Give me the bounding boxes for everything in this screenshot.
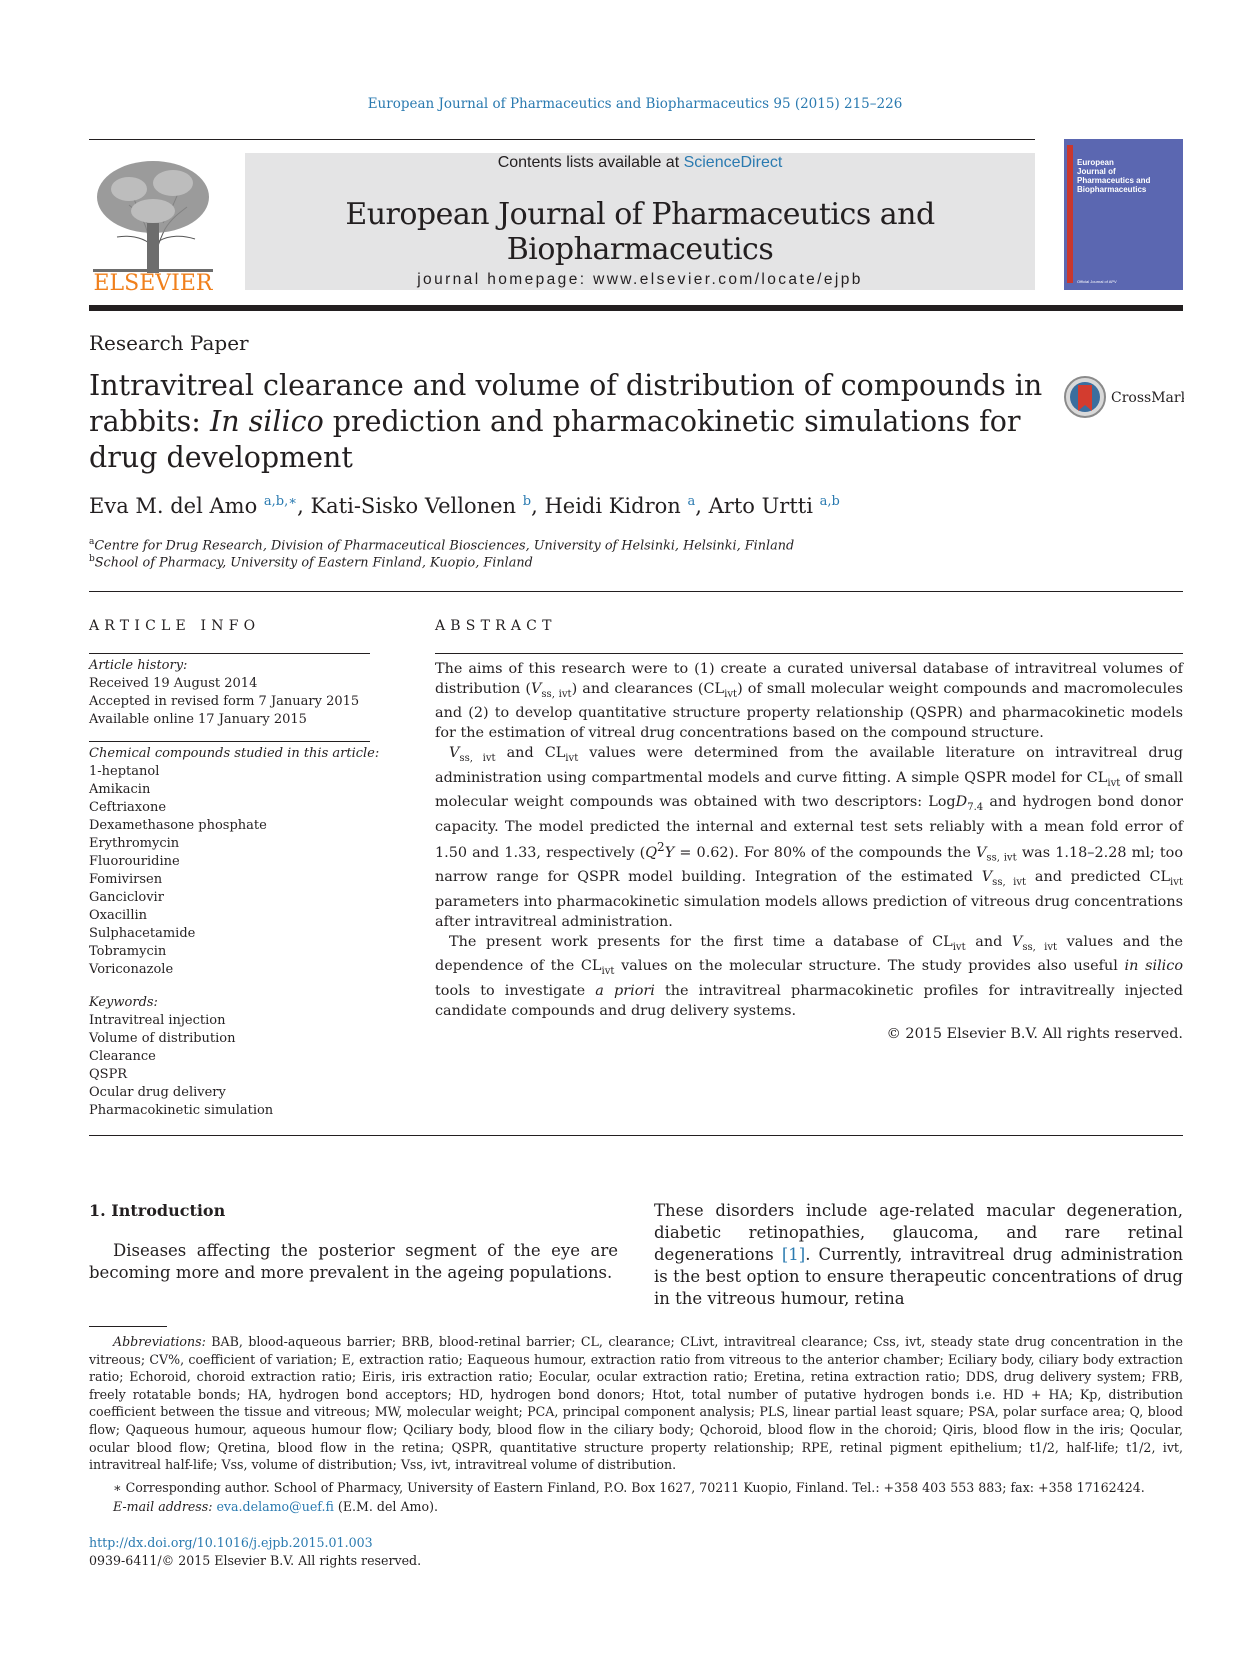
- article-history-rule: [89, 741, 370, 742]
- compound-item: Tobramycin: [89, 944, 167, 959]
- cover-line: Biopharmaceutics: [1077, 185, 1147, 194]
- author[interactable]: [89, 494, 297, 518]
- header-top-rule: [89, 139, 1035, 140]
- title-part: prediction and pharmacokinetic simulations for drug development: [89, 405, 1021, 474]
- front-matter-rule: [89, 591, 1183, 592]
- title-italic: In silico: [209, 405, 324, 438]
- author-separator: ,: [531, 494, 545, 518]
- history-item: Available online 17 January 2015: [89, 712, 307, 727]
- cover-line: European: [1077, 158, 1114, 167]
- abstract-body: [435, 660, 1183, 1044]
- compound-item: Sulphacetamide: [89, 926, 196, 941]
- intro-text: These disorders include age-related macular degeneration, diabetic retinopathies, glaucoma, and rare retinal degenerations: [654, 1201, 1183, 1264]
- keyword-item: Ocular drug delivery: [89, 1085, 226, 1100]
- contents-line: [245, 154, 1035, 172]
- article-title: [89, 368, 1049, 476]
- compound-item: Erythromycin: [89, 836, 180, 851]
- abstract-paragraph: $V_{ss, ivt}$ and $CL_{ivt}$ values were determined from the available literature on intravitreal drug administration using compartmental models and curve fitting. A simple QSPR model for $CL_{ivt}$ of small molecular weight compounds was obtained with two descriptors: LogD$_{7.4}$ and hydrogen bond donor capacity. The model predicted the internal and external test sets reliably with a mean fold error of 1.50 and 1.33, respectively $(Q^2Y = 0.62)$. For 80% of the compounds the $V_{ss, ivt}$ was 1.18–2.28 ml; too narrow range for QSPR model building. Integration of the estimated $V_{ss, ivt}$ and predicted $CL_{ivt}$ parameters into pharmacokinetic simulation models allows prediction of vitreous drug concentrations after intravitreal administration.: [435, 745, 1184, 930]
- intro-left-column: Diseases affecting the posterior segment of the eye are becoming more and more prevalent in the ageing populations.: [89, 1241, 618, 1282]
- elsevier-tree-icon: [89, 153, 217, 293]
- corresponding-author-footnote: [89, 1478, 1183, 1516]
- elsevier-wordmark: ELSEVIER: [93, 271, 213, 293]
- email-link[interactable]: eva.delamo@uef.fi: [216, 1499, 334, 1514]
- intro-heading: 1. Introduction: [89, 1201, 226, 1220]
- author-list: [89, 494, 840, 518]
- author-separator: ,: [297, 494, 311, 518]
- affiliation-text: School of Pharmacy, University of Eastern Finland, Kuopio, Finland: [94, 555, 533, 571]
- history-item: Received 19 August 2014: [89, 676, 258, 691]
- journal-cover-thumbnail: [1064, 139, 1183, 290]
- corresponding-author-line: [89, 1478, 1183, 1497]
- intro-right-column: [654, 1200, 1183, 1310]
- abstract-copyright: © 2015 Elsevier B.V. All rights reserved.: [886, 1025, 1183, 1042]
- author-affiliation-mark[interactable]: b: [522, 494, 532, 509]
- compound-item: Dexamethasone phosphate: [89, 818, 267, 833]
- cover-line: Pharmaceutics and: [1077, 176, 1151, 185]
- keyword-item: Clearance: [89, 1049, 156, 1064]
- abstract-heading: ABSTRACT: [435, 618, 557, 634]
- cover-line: Journal of: [1077, 167, 1116, 176]
- compounds-label: Chemical compounds studied in this article:: [89, 746, 380, 761]
- chemical-compounds: [89, 745, 389, 979]
- corresponding-text: Corresponding author. School of Pharmacy, University of Eastern Finland, P.O. Box 1627, 70211 Kuopio, Finland. Tel.: +358 403 553 883; fax: +358 17162424.: [121, 1480, 1145, 1495]
- corresponding-mark: ∗: [113, 1480, 122, 1495]
- compound-item: Voriconazole: [89, 962, 174, 977]
- keyword-item: Volume of distribution: [89, 1031, 236, 1046]
- affiliation-text: Centre for Drug Research, Division of Pharmaceutical Biosciences, University of Helsinki, Helsinki, Finland: [94, 538, 795, 554]
- journal-citation[interactable]: European Journal of Pharmaceutics and Biopharmaceutics 95 (2015) 215–226: [367, 96, 903, 112]
- reference-link[interactable]: [1]: [781, 1245, 806, 1264]
- journal-homepage[interactable]: journal homepage: www.elsevier.com/locate/ejpb: [417, 271, 863, 288]
- crossmark-icon: [1064, 375, 1184, 421]
- footnote-rule: [89, 1326, 167, 1327]
- journal-title: European Journal of Pharmaceutics and Biopharmaceutics: [345, 197, 935, 267]
- email-suffix: (E.M. del Amo).: [333, 1499, 439, 1514]
- keywords-label: Keywords:: [89, 995, 158, 1010]
- abbreviations-text: BAB, blood-aqueous barrier; BRB, blood-retinal barrier; CL, clearance; CLivt, intravitreal clearance; Css, ivt, steady state drug concentration in the vitreous; CV%, coefficient of variation; E, extraction ratio; Eaqueous humour, extraction ratio from vitreous to the anterior chamber; Eciliary body, ciliary body extraction ratio; Echoroid, choroid extraction ratio; Eiris, iris extraction ratio; Eocular, ocular extraction ratio; Eretina, retina extraction ratio; DDS, drug delivery system; FRB, freely rotatable bonds; HA, hydrogen bond acceptors; HD, hydrogen bond donors; Htot, total number of putative hydrogen bonds i.e. HD + HA; Kp, distribution coefficient between the tissue and vitreous; MW, molecular weight; PCA, principal component analysis; PLS, linear partial least square; PSA, polar surface area; Q, blood flow; Qaqueous humour, aqueous humour flow; Qciliary body, blood flow in the ciliary body; Qchoroid, blood flow in the choroid; Qiris, blood flow in the iris; Qocular, ocular blood flow; Qretina, blood flow in the retina; QSPR, quantitative structure property relationship; RPE, retinal pigment epithelium; t1/2, half-life; t1/2, ivt, intravitreal half-life; Vss, volume of distribution; Vss, ivt, intravitreal volume of distribution.: [89, 1334, 1183, 1473]
- author-name: Eva M. del Amo: [89, 494, 258, 518]
- email-line: [89, 1497, 1183, 1516]
- email-label: E-mail address:: [113, 1499, 217, 1514]
- history-label: Article history:: [89, 658, 188, 673]
- header-thick-rule: [89, 305, 1183, 311]
- author[interactable]: [709, 494, 840, 518]
- elsevier-logo: [89, 153, 217, 293]
- compound-item: Ganciclovir: [89, 890, 164, 905]
- crossmark-badge[interactable]: [1064, 375, 1184, 421]
- affiliation-mark: a: [89, 537, 95, 547]
- keyword-item: Pharmacokinetic simulation: [89, 1103, 274, 1118]
- sciencedirect-link[interactable]: ScienceDirect: [683, 154, 783, 171]
- abstract-bottom-rule: [89, 1135, 1183, 1136]
- author-name: Arto Urtti: [708, 494, 813, 518]
- article-history: [89, 657, 379, 729]
- affiliation-mark: b: [89, 554, 95, 564]
- contents-prefix: Contents lists available at: [497, 154, 684, 171]
- intro-text: . Currently, intravitreal drug administration is the best option to ensure therapeutic concentrations of drug in the vitreous humour, retina: [654, 1245, 1184, 1308]
- cover-stripe: [1067, 145, 1073, 283]
- cover-footer: Official Journal of APV: [1077, 279, 1117, 284]
- issn-copyright: 0939-6411/© 2015 Elsevier B.V. All rights reserved.: [89, 1553, 422, 1568]
- author-affiliation-mark[interactable]: a: [687, 494, 696, 509]
- keywords: [89, 994, 389, 1120]
- abstract-rule: [435, 653, 1183, 654]
- abstract-paragraph: The present work presents for the first time a database of $CL_{ivt}$ and $V_{ss, ivt}$ values and the dependence of the $CL_{ivt}$ values on the molecular structure. The study provides also useful in silico tools to investigate a priori the intravitreal pharmacokinetic profiles for intravitreally injected candidate compounds and drug delivery systems.: [435, 933, 1184, 1019]
- author-affiliation-mark[interactable]: a,b: [819, 494, 840, 509]
- history-item: Accepted in revised form 7 January 2015: [89, 694, 360, 709]
- author[interactable]: [310, 494, 531, 518]
- compound-item: 1-heptanol: [89, 764, 160, 779]
- author-name: Kati-Sisko Vellonen: [310, 494, 517, 518]
- article-type: Research Paper: [89, 331, 249, 355]
- affiliation: [89, 554, 533, 570]
- compound-item: Oxacillin: [89, 908, 148, 923]
- author-name: Heidi Kidron: [544, 494, 681, 518]
- compound-item: Ceftriaxone: [89, 800, 167, 815]
- keyword-item: Intravitreal injection: [89, 1013, 226, 1028]
- abbreviations-label: Abbreviations:: [113, 1334, 206, 1349]
- compound-item: Fomivirsen: [89, 872, 163, 887]
- abstract-paragraph: The aims of this research were to (1) create a curated universal database of intravitreal volumes of distribution $(V_{ss, ivt})$ and clearances $(CL_{ivt})$ of small molecular weight compounds and macromolecules and (2) to develop quantitative structure property relationship (QSPR) and pharmacokinetic models for the estimation of vitreal drug concentrations based on the compound structure.: [435, 661, 1184, 742]
- article-info-heading: ARTICLE INFO: [89, 618, 261, 634]
- compound-item: Fluorouridine: [89, 854, 180, 869]
- author-affiliation-mark[interactable]: a,b,∗: [263, 494, 298, 509]
- keyword-item: QSPR: [89, 1067, 128, 1082]
- crossmark-label: CrossMark: [1111, 390, 1184, 406]
- compound-item: Amikacin: [89, 782, 151, 797]
- cover-title: [1077, 158, 1150, 194]
- affiliation: [89, 537, 794, 553]
- title-part: Intravitreal clearance and volume of distribution of compounds in rabbits:: [89, 369, 1043, 438]
- article-info-rule: [89, 653, 370, 654]
- abbreviations-footnote: [89, 1333, 1183, 1474]
- author[interactable]: [544, 494, 695, 518]
- author-separator: ,: [695, 494, 709, 518]
- doi-link[interactable]: http://dx.doi.org/10.1016/j.ejpb.2015.01.003: [89, 1535, 373, 1550]
